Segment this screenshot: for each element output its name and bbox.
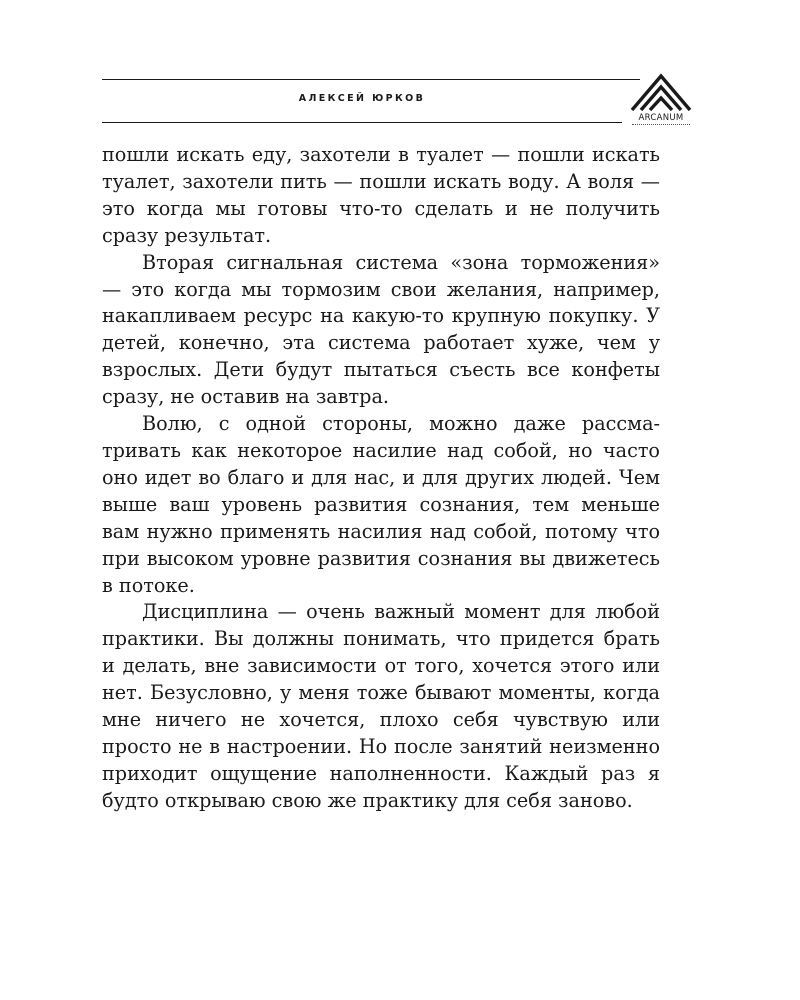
publisher-logo (628, 70, 694, 128)
header-rule-top (102, 79, 640, 80)
paragraph-1: пошли искать еду, захотели в туалет — пошли искать туалет, захотели пить — пошли искать воду. А воля — это когда мы готовы что-то сделать и не получить сразу результат. (102, 143, 660, 247)
page-body (102, 142, 660, 815)
logo-underline (632, 124, 690, 125)
arcanum-mountain-icon (628, 70, 694, 114)
paragraph-2: Вторая сигнальная система «зона торможения» — это когда мы тормозим свои желания, например, накапливаем ресурс на какую-то крупную покупку. У детей, конечно, эта система работает хуже, чем у взрослых. Дети будут пытаться съесть все конфеты сразу, не оставив на завтра. (102, 250, 660, 409)
paragraph-4: Дисциплина — очень важный момент для любой практики. Вы должны понимать, что придется брать и делать, вне зависимости от того, хочется этого или нет. Безусловно, у меня тоже бывают моменты, когда мне ничего не хочется, плохо себя чувствую или просто не в настроении. Но после занятий неизменно приходит ощущение наполненности. Каждый раз я будто открываю свою же практику для себя заново. (102, 600, 660, 812)
logo-wordmark: ARCANUM (638, 113, 684, 123)
paragraph-3: Волю, с одной стороны, можно даже рассматривать как некоторое насилие над собой, но часто оно идет во благо и для нас, и для других людей. Чем выше ваш уровень развития сознания, тем меньше вам нужно применять насилия над собой, потому что при высоком уровне развития сознания вы движетесь в потоке. (102, 412, 660, 597)
running-head-author: АЛЕКСЕЙ ЮРКОВ (298, 93, 426, 104)
header-rule-bottom (102, 122, 622, 123)
